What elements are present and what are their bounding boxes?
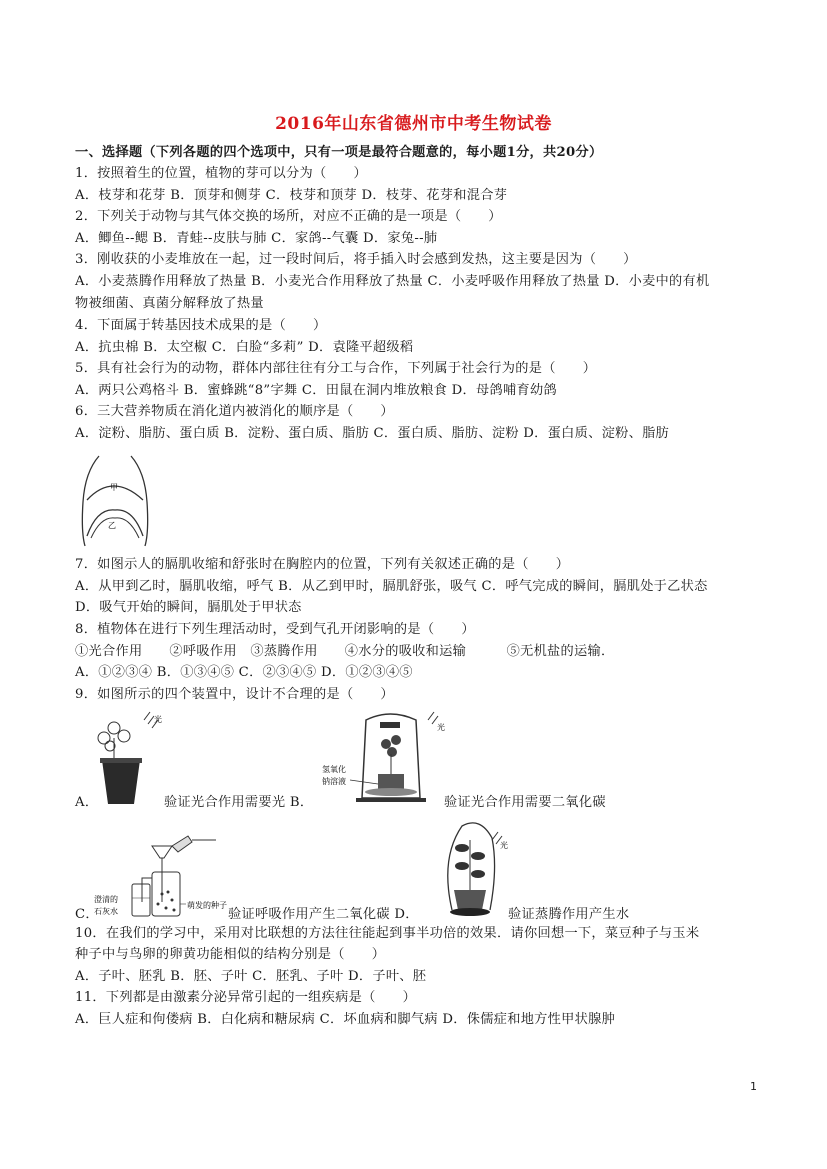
q3-options-1: A．小麦蒸腾作用释放了热量 B．小麦光合作用释放了热量 C．小麦呼吸作用释放了热量 D．小麦中的有机 <box>75 274 710 289</box>
q9-stem: 9．如图所示的四个装置中，设计不合理的是（ ） <box>75 687 394 702</box>
q5-stem: 5．具有社会行为的动物，群体内部往往有分工与合作，下列属于社会行为的是（ ） <box>75 361 597 376</box>
seeds-label: 萌发的种子 <box>187 901 227 910</box>
q7-options-2: D．吸气开始的瞬间，膈肌处于甲状态 <box>75 600 302 615</box>
label-yi: 乙 <box>108 521 116 530</box>
q9-option-c-letter: C． <box>75 907 99 922</box>
q6-stem: 6．三大营养物质在消化道内被消化的顺序是（ ） <box>75 404 394 419</box>
light-label-a: 光 <box>154 715 162 724</box>
q3-options-2: 物被细菌、真菌分解释放了热量 <box>75 296 264 311</box>
q2-stem: 2．下列关于动物与其气体交换的场所，对应不正确的是一项是（ ） <box>75 209 502 224</box>
diaphragm-figure <box>75 452 155 548</box>
figure-d-bagged-plant <box>438 818 518 918</box>
naoh-label-1: 氢氧化 <box>322 765 346 774</box>
limewater-label-1: 澄清的 <box>94 895 118 904</box>
figure-a-potted-plant <box>92 708 172 808</box>
page-number: 1 <box>750 1080 757 1093</box>
q9-option-c-text: 验证呼吸作用产生二氧化碳 D． <box>228 907 419 922</box>
q9-option-d-text: 验证蒸腾作用产生水 <box>508 907 630 922</box>
section-heading: 一、选择题（下列各题的四个选项中，只有一项是最符合题意的，每小题1分，共20分） <box>75 145 603 160</box>
q4-stem: 4．下面属于转基因技术成果的是（ ） <box>75 318 327 333</box>
light-label-d: 光 <box>500 841 508 850</box>
q9-option-a-text: 验证光合作用需要光 B． <box>164 795 314 810</box>
q2-options: A．鲫鱼--鳃 B．青蛙--皮肤与肺 C．家鸽--气囊 D．家兔--肺 <box>75 231 438 246</box>
light-label-b: 光 <box>437 723 445 732</box>
q6-options: A．淀粉、脂肪、蛋白质 B．淀粉、蛋白质、脂肪 C．蛋白质、脂肪、淀粉 D．蛋白质、淀粉、脂肪 <box>75 426 670 441</box>
q10-stem-1: 10．在我们的学习中，采用对比联想的方法往往能起到事半功倍的效果．请你回想一下，菜豆种子与玉米 <box>75 926 700 941</box>
q9-option-a-letter: A． <box>75 795 99 810</box>
q3-stem: 3．刚收获的小麦堆放在一起，过一段时间后，将手插入时会感到发热，这主要是因为（ ） <box>75 252 637 267</box>
figure-c-limewater-apparatus <box>92 832 232 918</box>
q8-items: ①光合作用 ②呼吸作用 ③蒸腾作用 ④水分的吸收和运输 ⑤无机盐的运输． <box>75 644 615 659</box>
label-jia: 甲 <box>110 483 118 492</box>
q8-stem: 8．植物体在进行下列生理活动时，受到气孔开闭影响的是（ ） <box>75 622 475 637</box>
figure-b-bell-jar <box>320 708 450 808</box>
q1-options: A．枝芽和花芽 B．顶芽和侧芽 C．枝芽和顶芽 D．枝芽、花芽和混合芽 <box>75 188 508 203</box>
q10-options: A．子叶、胚乳 B．胚、子叶 C．胚乳、子叶 D．子叶、胚 <box>75 969 427 984</box>
q7-stem: 7．如图示人的膈肌收缩和舒张时在胸腔内的位置，下列有关叙述正确的是（ ） <box>75 557 570 572</box>
q7-options-1: A．从甲到乙时，膈肌收缩，呼气 B．从乙到甲时，膈肌舒张，吸气 C．呼气完成的瞬间，膈肌处于乙状态 <box>75 579 708 594</box>
q8-options: A．①②③④ B．①③④⑤ C．②③④⑤ D．①②③④⑤ <box>75 665 413 680</box>
q4-options: A．抗虫棉 B．太空椒 C．白脸“多莉” D．袁隆平超级稻 <box>75 340 414 355</box>
naoh-label-2: 钠溶液 <box>322 777 346 786</box>
q1-stem: 1．按照着生的位置，植物的芽可以分为（ ） <box>75 166 367 181</box>
page-title: 2016年山东省德州市中考生物试卷 <box>275 114 552 134</box>
q11-stem: 11．下列都是由激素分泌异常引起的一组疾病是（ ） <box>75 990 417 1005</box>
limewater-label-2: 石灰水 <box>94 907 118 916</box>
q11-options: A．巨人症和佝偻病 B．白化病和糖尿病 C．坏血病和脚气病 D．侏儒症和地方性甲状腺肿 <box>75 1012 616 1027</box>
q10-stem-2: 种子中与鸟卵的卵黄功能相似的结构分别是（ ） <box>75 947 386 962</box>
q9-option-b-text: 验证光合作用需要二氧化碳 <box>444 795 606 810</box>
q5-options: A．两只公鸡格斗 B．蜜蜂跳“8”字舞 C．田鼠在洞内堆放粮食 D．母鸽哺育幼鸽 <box>75 383 557 398</box>
